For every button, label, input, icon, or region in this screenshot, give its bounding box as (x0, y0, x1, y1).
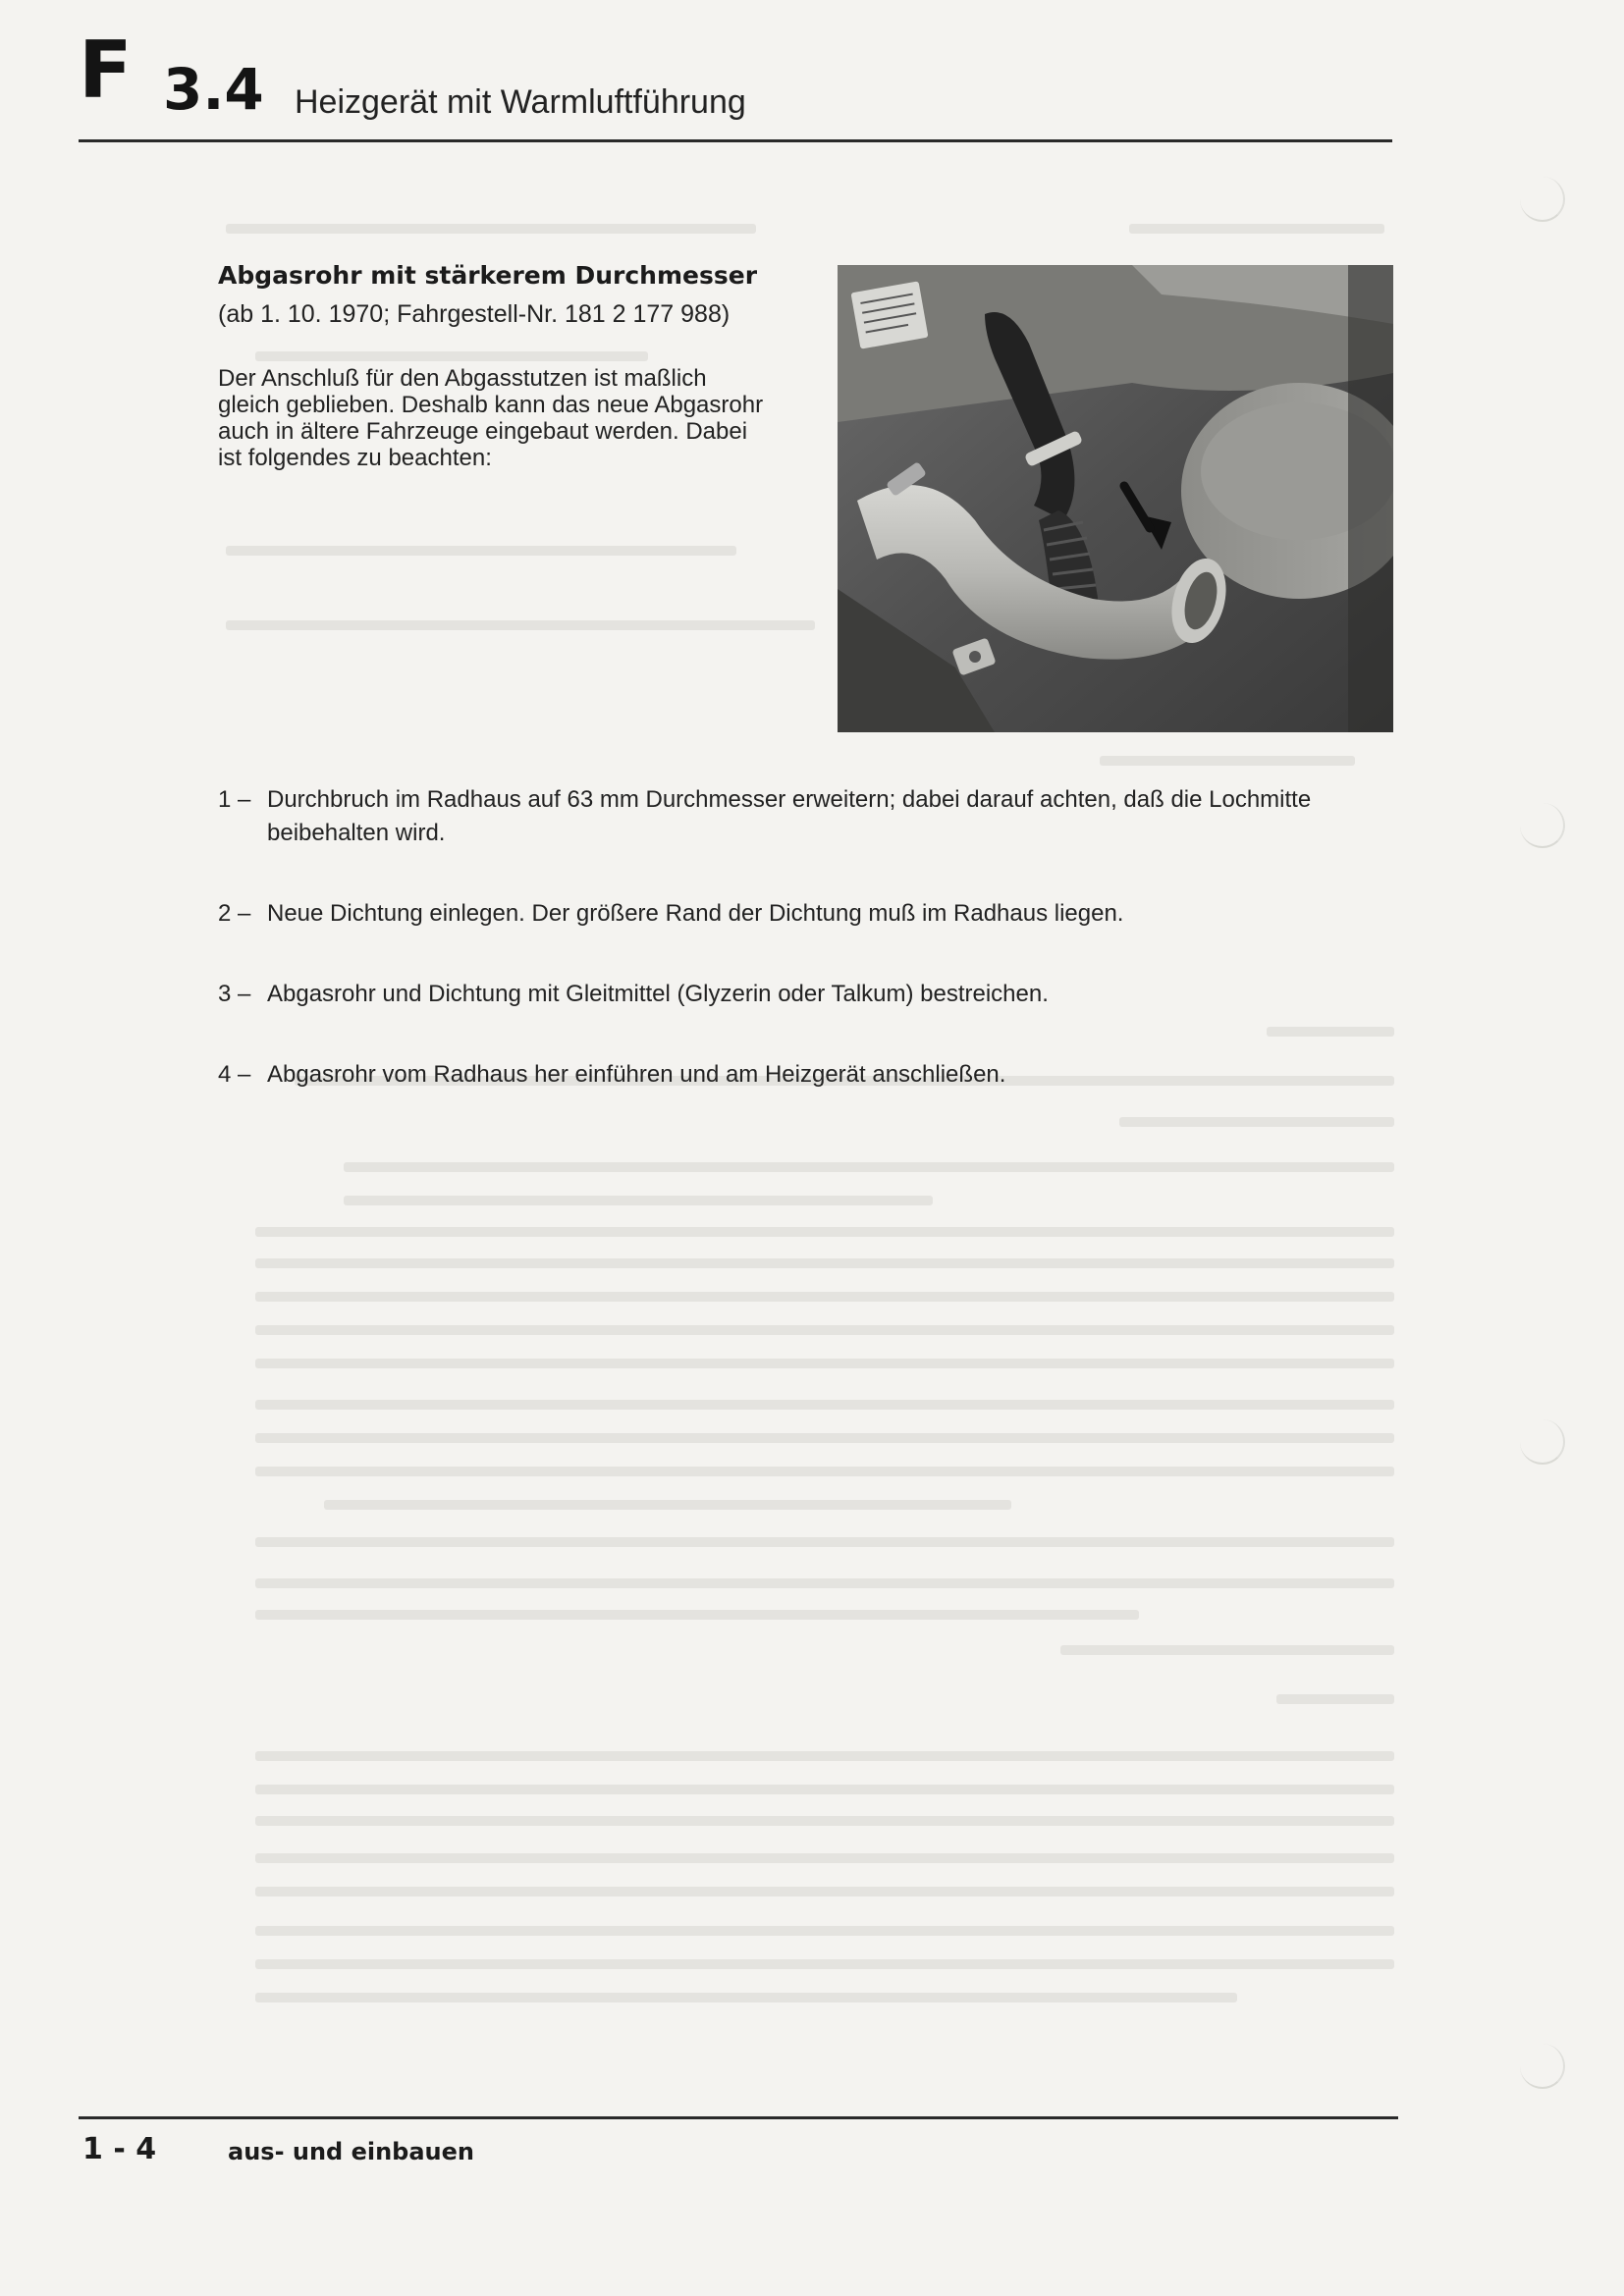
step-number: 4 – (218, 1061, 251, 1088)
step-text: Abgasrohr und Dichtung mit Gleitmittel (Glyzerin oder Talkum) bestreichen. (267, 981, 1049, 1007)
instruction-step (218, 783, 1347, 850)
step-text: Neue Dichtung einlegen. Der größere Rand der Dichtung muß im Radhaus liegen. (267, 900, 1124, 927)
section-number: 3.4 (163, 56, 264, 123)
intro-paragraph: Der Anschluß für den Abgasstutzen ist maßlich gleich geblieben. Deshalb kann das neue Abgasrohr auch in ältere Fahrzeuge eingebaut werden. Dabei ist folgendes zu beachten: (218, 365, 764, 471)
exhaust-pipe-photo (838, 265, 1393, 732)
step-text: Durchbruch im Radhaus auf 63 mm Durchmesser erweitern; dabei darauf achten, daß die Lochmitte beibehalten wird. (267, 786, 1312, 846)
instruction-step (218, 897, 1347, 931)
step-number: 2 – (218, 900, 251, 927)
step-number: 3 – (218, 981, 251, 1007)
section-code: F (79, 25, 132, 116)
page-title: Heizgerät mit Warmluftführung (295, 83, 746, 121)
step-text: Abgasrohr vom Radhaus her einführen und am Heizgerät anschließen. (267, 1061, 1006, 1088)
footer-rule (79, 2116, 1398, 2119)
step-number: 1 – (218, 786, 251, 813)
page-number: 1 - 4 (82, 2132, 157, 2166)
footer-label: aus- und einbauen (228, 2138, 475, 2165)
header-rule (79, 139, 1392, 142)
instruction-step (218, 1058, 1347, 1092)
intro-subheading: (ab 1. 10. 1970; Fahrgestell-Nr. 181 2 177 988) (218, 300, 731, 328)
instruction-step (218, 978, 1347, 1011)
intro-heading: Abgasrohr mit stärkerem Durchmesser (218, 261, 758, 290)
